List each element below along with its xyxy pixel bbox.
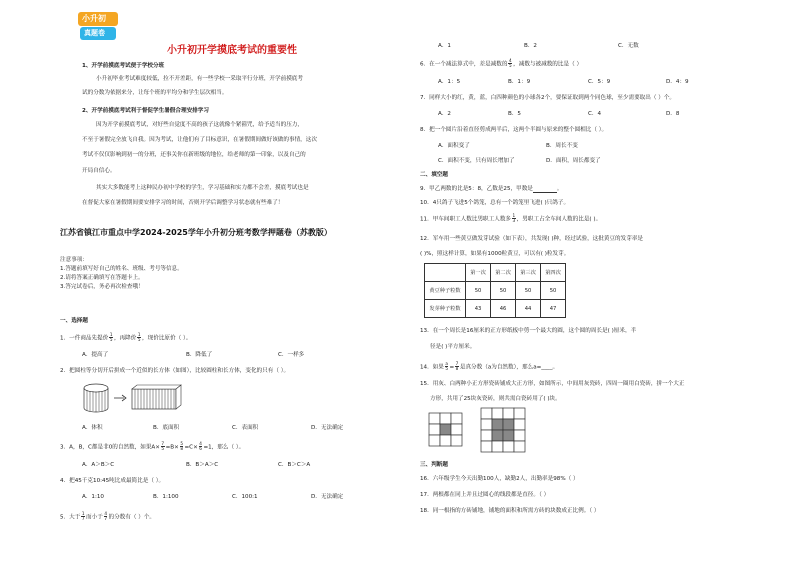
table-cell: 43: [466, 300, 491, 318]
question-16: 16．六年级学生今天出勤100人，缺勤2人，出勤率是98%（ ）: [420, 476, 579, 482]
intro-para-2a: 因为开学前摸底考试，对好些自觉度不高的孩子这就像个紧箍咒，给予适当的压力，: [96, 122, 303, 128]
option-d: D．面积，周长都变了: [546, 158, 601, 164]
table-header-cell: 第二次: [491, 264, 516, 282]
fraction: $\frac{1}{5}$: [137, 332, 141, 343]
question-4: 4．把45千克10:45吨比成最简比是（ ）。: [60, 478, 165, 484]
intro-heading-2: 2、开学前摸底考试利于督促学生暑假合理安排学习: [82, 108, 209, 114]
section-judge-title: 三、判断题: [420, 462, 448, 468]
question-18: 18．同一根指的方砖铺地，铺地的面积和所需方砖的块数成正比例。（ ）: [420, 508, 600, 514]
option-d: D．无法确定: [311, 425, 344, 431]
option-a: A．体积: [82, 425, 103, 431]
option-b: B．底面积: [153, 425, 180, 431]
option-c: C．一样多: [278, 352, 305, 358]
question-5: 5．大于 $\frac{1}{7}$ 而小于 $\frac{4}{7}$ 的分数有（ ）个。: [60, 511, 156, 522]
table-row: [425, 300, 566, 318]
section-fill-title: 二、填空题: [420, 172, 448, 178]
question-13a: 13．在一个周长是16厘米的正方形纸板中剪一个最大的圆，这个圆的周长是( )厘米，半: [420, 328, 637, 334]
table-header-cell: 第一次: [466, 264, 491, 282]
fraction: $\frac{1}{3}$: [512, 213, 516, 224]
option-b: B．降低了: [186, 352, 213, 358]
question-6: 6．在一个减法算式中，差是减数的 $\frac{4}{5}$ ，减数与被减数的比是（ ）: [420, 58, 583, 69]
table-cell: 46: [491, 300, 516, 318]
fraction: $\frac{4}{5}$: [508, 58, 512, 69]
fraction: $\frac{7}{5}$: [161, 441, 165, 452]
question-9: 9．甲乙两数的比是5：8，乙数是25，甲数是 。: [420, 186, 563, 192]
table-cell: 50: [541, 282, 566, 300]
tile-grid-icon: [480, 407, 526, 453]
option-c: C．表面积: [232, 425, 259, 431]
option-b: B．周长不变: [546, 143, 578, 149]
option-c: C．面积不变，只有周长增加了: [438, 158, 515, 164]
question-2: 2．把圆柱等分切开后拼成一个近似的长方体（如图），比较圆柱和长方体，变化的只有（ ）。: [60, 368, 290, 374]
option-a: A．1：5: [438, 79, 461, 85]
intro-para-3b: 在督促大家在暑假期间要安排学习的时间，否则开学后调整学习状态就有些难了！: [82, 200, 284, 206]
option-b: B．1：9: [508, 79, 531, 85]
question-12b: ( )%，照这样计算，如果有1000粒黄豆，可以有( )粒发芽。: [420, 251, 570, 257]
option-c: C．无数: [618, 43, 639, 49]
question-7: 7．同样大小的红，黄，蓝，白四种颜色的小球各2个，要保证取到两个同色球，至少需要取出（ ）个。: [420, 95, 676, 101]
option-d: D．4：9: [666, 79, 689, 85]
cylinder-to-cuboid-icon: [82, 383, 182, 413]
option-d: D．8: [666, 111, 680, 117]
option-b: B．1:100: [153, 494, 179, 500]
note-item: 3.答完试卷后，务必再次检查哦！: [60, 284, 144, 290]
question-13b: 径是( )平方厘米。: [430, 344, 476, 350]
option-a: A．2: [438, 111, 451, 117]
intro-heading-1: 1、开学前摸底考试便于学校分班: [82, 63, 165, 69]
tile-grid-icon: [428, 412, 464, 448]
option-a: A．1:10: [82, 494, 104, 500]
intro-para-3a: 其实大多数能考上这种民办初中学校的学生，学习基础和实力都不会差，摸底考试也是: [96, 185, 309, 191]
table-header-cell: 第四次: [541, 264, 566, 282]
intro-para-2d: 开局自信心。: [82, 168, 116, 174]
logo-line-2: 真题卷: [84, 29, 105, 37]
germination-table: [424, 263, 566, 318]
table-header-row: [425, 264, 566, 282]
question-11: 11．甲车间职工人数比男职工人数多 $\frac{1}{3}$ ，男职工占全车间人数的比是( )。: [420, 213, 602, 224]
option-b: B．5: [508, 111, 521, 117]
question-15b: 方形，共用了25块灰瓷砖，则共需白瓷砖用了( )块。: [430, 396, 561, 402]
option-c: C．100:1: [232, 494, 258, 500]
intro-title: 小升初开学摸底考试的重要性: [167, 45, 297, 56]
cylinder-figure: [82, 383, 182, 413]
question-1: 1．一件商品先提价 $\frac{1}{5}$ ，再降价 $\frac{1}{5}$ ，现价比原价（ ）。: [60, 332, 192, 343]
fraction: $\frac{4}{6}$: [199, 441, 202, 452]
option-d: D．无法确定: [311, 494, 344, 500]
question-15a: 15．用灰、白两种小正方形瓷砖铺成大正方形，如图所示，中间用灰瓷砖，四周一圈用白瓷砖，拼一个大正: [420, 381, 685, 387]
note-item: 2.请将答案正确填写在答题卡上。: [60, 275, 144, 281]
question-3: 3．A，B，C都是非0的自然数，如果A× $\frac{7}{5}$ =B× $\frac{5}{8}$ =C× $\frac{4}{6}$ =1，那么（ ）。: [60, 441, 245, 452]
table-cell: 50: [466, 282, 491, 300]
question-8: 8．把一个圆片沿着直径剪成两半后，这两个半圆与原来的整个圆相比（ ）。: [420, 127, 608, 133]
fraction: $\frac{1}{7}$: [81, 511, 85, 522]
table-cell: 44: [516, 300, 541, 318]
option-a: A．1: [438, 43, 451, 49]
table-cell: 50: [516, 282, 541, 300]
fraction: $\frac{1}{5}$: [109, 332, 113, 343]
question-12a: 12．军车用一些黄豆做发芽试验（如下表），共发现( )种，经过试验，这批黄豆的发芽率是: [420, 236, 644, 242]
option-c: C．B＞C＞A: [278, 462, 311, 468]
fraction: $\frac{a}{5}$: [445, 361, 449, 372]
table-cell: 50: [491, 282, 516, 300]
fraction: $\frac{7}{8}$: [455, 361, 459, 372]
exam-title: 江苏省镇江市重点中学2024-2025学年小升初分班考数学押题卷（苏教版）: [60, 228, 332, 237]
tile-figure-small: [428, 412, 464, 452]
intro-para-1a: 小升初毕业考试难度较低，拉不开差距，有一些学校一采取平行分班，开学前摸底考: [96, 76, 303, 82]
note-item: 1.答题前填写好自己的姓名、班级、考号等信息。: [60, 266, 183, 272]
fraction: $\frac{4}{7}$: [104, 511, 107, 522]
intro-para-2c: 考试不仅仅影响到初一的分班，还事关你在新班级的地位，给老师的第一印象，以及自己的: [82, 152, 306, 158]
fraction: $\frac{5}{8}$: [180, 441, 183, 452]
intro-para-2b: 不至于暑假完全放飞自我。因为考试，让他们有了目标意识，在暑假期间做好该做的事情，这次: [82, 137, 317, 143]
option-c: C．4: [588, 111, 602, 117]
option-a: A．A＞B＞C: [82, 462, 115, 468]
table-header-cell: 第三次: [516, 264, 541, 282]
logo-line-1: 小升初: [82, 14, 106, 23]
table-row: [425, 282, 566, 300]
notes-title: 注意事项：: [60, 257, 88, 263]
table-cell: 47: [541, 300, 566, 318]
table-header-cell: [425, 264, 466, 282]
option-a: A．提高了: [82, 352, 109, 358]
question-10: 10．4只鸽子飞进5个鸽笼，总有一个鸽笼里飞进( )只鸽子。: [420, 200, 570, 206]
option-b: B．B＞A＞C: [186, 462, 219, 468]
intro-para-1b: 试的分数为依据来分，让每个班的平均分和学生层次相当。: [82, 90, 228, 96]
logo: [76, 10, 120, 44]
section-choice-title: 一、选择题: [60, 318, 88, 324]
question-17: 17．两根都在同上并且过圆心的线段都是直径。（ ）: [420, 492, 550, 498]
table-cell: 发芽种子粒数: [425, 300, 466, 318]
option-a: A．面积变了: [438, 143, 470, 149]
option-c: C．5：9: [588, 79, 611, 85]
question-14: 14．如果 $\frac{a}{5}$ = $\frac{7}{8}$ 是真分数（a为自然数），那么a=____。: [420, 361, 559, 372]
table-cell: 黄豆种子粒数: [425, 282, 466, 300]
tile-figure-large: [480, 407, 526, 457]
option-b: B．2: [524, 43, 537, 49]
